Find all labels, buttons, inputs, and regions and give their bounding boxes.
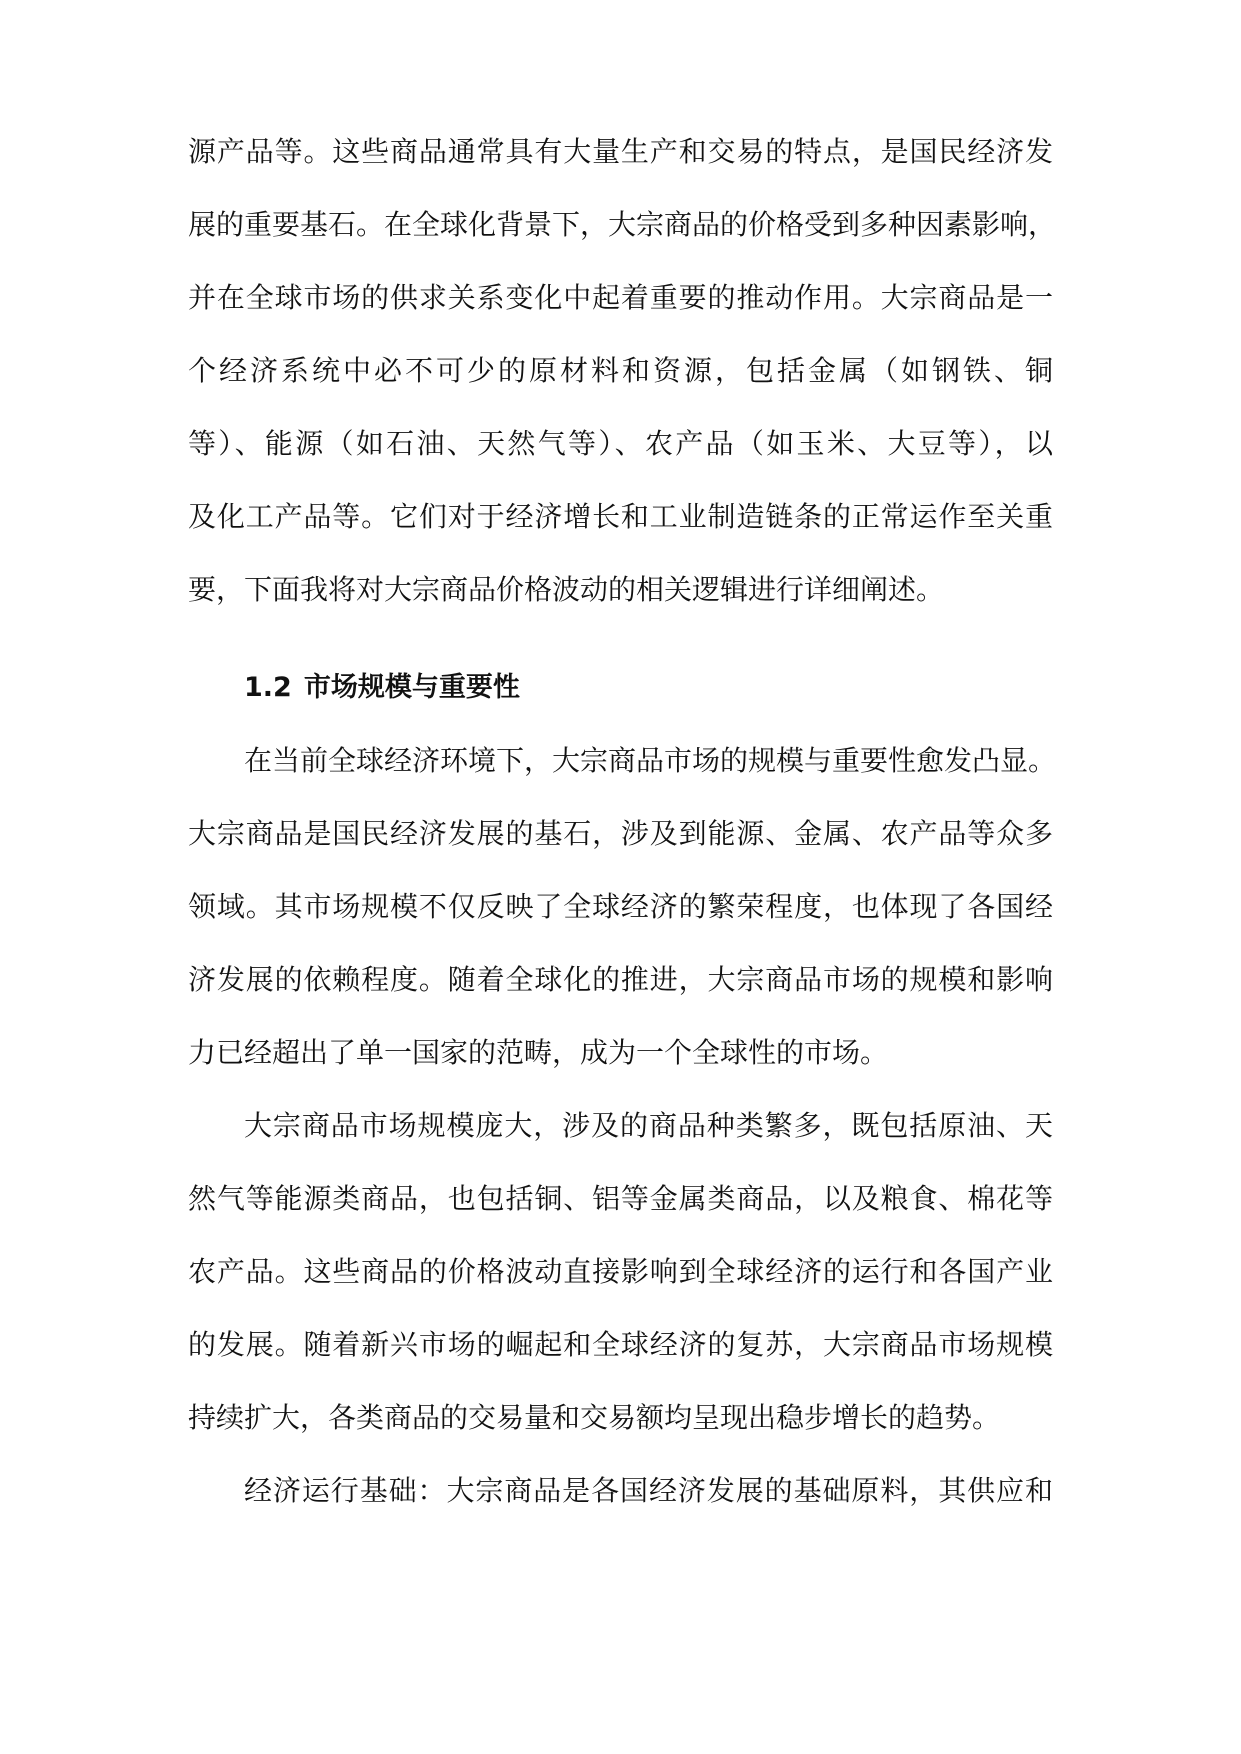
text-line: 大宗商品市场规模庞大，涉及的商品种类繁多，既包括原油、天 <box>244 1109 1053 1142</box>
paragraph-economic-foundation <box>188 1471 1053 1544</box>
text-line: 领域。其市场规模不仅反映了全球经济的繁荣程度，也体现了各国经 <box>188 890 1053 923</box>
intro-paragraph <box>188 132 1057 643</box>
section-title: 市场规模与重要性 <box>303 672 520 703</box>
text-line: 展的重要基石。在全球化背景下，大宗商品的价格受到多种因素影响， <box>188 208 1057 241</box>
text-line: 济发展的依赖程度。随着全球化的推进，大宗商品市场的规模和影响 <box>188 963 1053 996</box>
text-line: 源产品等。这些商品通常具有大量生产和交易的特点，是国民经济发 <box>188 135 1053 168</box>
text-line: 在当前全球经济环境下，大宗商品市场的规模与重要性愈发凸显。 <box>244 744 1057 777</box>
text-line: 然气等能源类商品，也包括铜、铝等金属类商品，以及粮食、棉花等 <box>188 1182 1053 1215</box>
text-line: 等）、能源（如石油、天然气等）、农产品（如玉米、大豆等），以 <box>188 427 1053 460</box>
text-line: 农产品。这些商品的价格波动直接影响到全球经济的运行和各国产业 <box>188 1255 1053 1288</box>
text-line: 大宗商品是国民经济发展的基石，涉及到能源、金属、农产品等众多 <box>188 817 1053 850</box>
text-line: 并在全球市场的供求关系变化中起着重要的推动作用。大宗商品是一 <box>188 281 1053 314</box>
section-number: 1.2 <box>244 672 292 703</box>
text-line: 个经济系统中必不可少的原材料和资源，包括金属（如钢铁、铜 <box>188 354 1053 387</box>
paragraph-commodity-types <box>188 1106 1053 1471</box>
text-line: 持续扩大，各类商品的交易量和交易额均呈现出稳步增长的趋势。 <box>188 1401 1001 1434</box>
document-body <box>188 132 1057 1544</box>
text-line: 力已经超出了单一国家的范畴，成为一个全球性的市场。 <box>188 1036 889 1069</box>
text-line: 及化工产品等。它们对于经济增长和工业制造链条的正常运作至关重 <box>188 500 1053 533</box>
section-heading <box>188 668 1053 741</box>
text-line: 要，下面我将对大宗商品价格波动的相关逻辑进行详细阐述。 <box>188 573 945 606</box>
text-line: 的发展。随着新兴市场的崛起和全球经济的复苏，大宗商品市场规模 <box>188 1328 1053 1361</box>
paragraph-market-scale <box>188 741 1057 1106</box>
text-line: 经济运行基础：大宗商品是各国经济发展的基础原料，其供应和 <box>244 1474 1053 1507</box>
